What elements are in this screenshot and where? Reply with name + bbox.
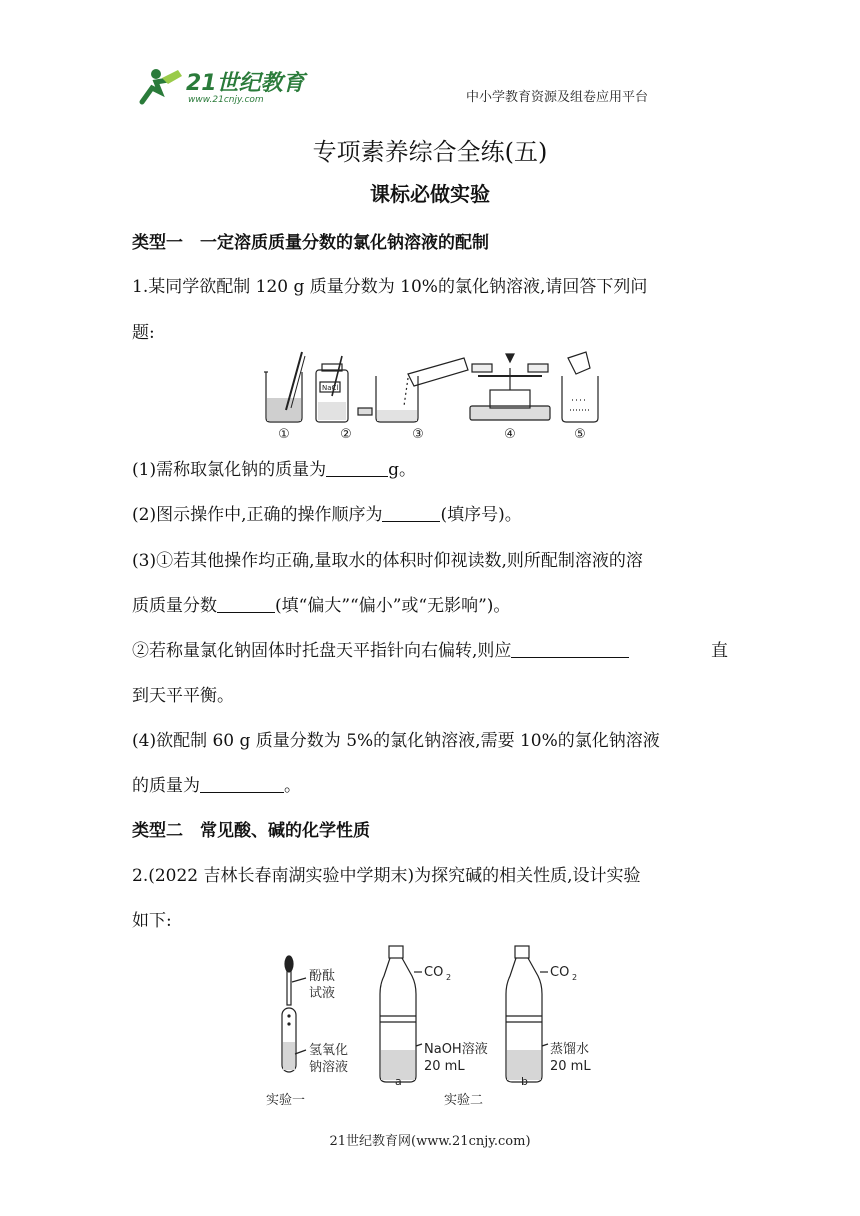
beaker-solid-icon <box>562 352 598 422</box>
section-heading-2: 类型二 常见酸、碱的化学性质 <box>132 821 370 841</box>
part-3b-tail: 直 <box>711 641 728 661</box>
part-1-text: (1)需称取氯化钠的质量为 <box>132 460 327 480</box>
figure-label-5: ⑤ <box>574 427 586 442</box>
logo-text: 21世纪教育 <box>186 71 305 96</box>
runner-logo-icon <box>138 64 308 106</box>
bottle-b-icon <box>506 946 548 1082</box>
naoh-label-1: 氢氧化 <box>309 1043 349 1058</box>
figure-label-4: ④ <box>504 427 516 442</box>
nacl-bottle-icon <box>316 356 372 422</box>
part-4-end: 。 <box>284 776 301 796</box>
answer-blank-4[interactable] <box>511 641 629 658</box>
site-logo <box>138 64 308 106</box>
co2-sub-a: 2 <box>446 973 452 982</box>
question-2-line-2: 如下: <box>132 911 172 931</box>
balance-scale-icon <box>470 354 550 420</box>
co2-label-a: CO <box>424 965 444 980</box>
part-1 <box>132 455 416 480</box>
part-1-unit: g。 <box>388 460 416 480</box>
answer-blank-1[interactable] <box>326 460 388 477</box>
question-1-line-1: 1.某同学欲配制 120 g 质量分数为 10%的氯化钠溶液,请回答下列问 <box>132 277 648 297</box>
answer-blank-5[interactable] <box>200 776 284 793</box>
experiment-1-label: 实验一 <box>266 1093 306 1108</box>
base-experiment-figure <box>262 942 612 1114</box>
part-3b-line-2: 到天平平衡。 <box>132 686 234 706</box>
section-heading-1: 类型一 一定溶质质量分数的氯化钠溶液的配制 <box>132 233 489 253</box>
part-3-line-1: (3)①若其他操作均正确,量取水的体积时仰视读数,则所配制溶液的溶 <box>132 551 643 571</box>
part-3-text: 质质量分数 <box>132 596 217 616</box>
part-2-text: (2)图示操作中,正确的操作顺序为 <box>132 505 383 525</box>
part-4-text: 的质量为 <box>132 776 200 796</box>
bottle-b-label: b <box>521 1075 528 1088</box>
answer-blank-3[interactable] <box>217 596 275 613</box>
dropper-testtube-icon <box>282 956 306 1072</box>
experiment-2-label: 实验二 <box>444 1093 484 1108</box>
page-title: 专项素养综合全练(五) <box>312 138 548 166</box>
beaker-stirring-icon <box>264 352 305 422</box>
page-footer: 21世纪教育网(www.21cnjy.com) <box>329 1134 531 1149</box>
bottle-a-icon <box>380 946 422 1082</box>
question-2-line-1: 2.(2022 吉林长春南湖实验中学期末)为探究碱的相关性质,设计实验 <box>132 866 641 886</box>
part-3-line-2 <box>132 591 510 616</box>
co2-sub-b: 2 <box>572 973 578 982</box>
phenol-label-2: 试液 <box>309 986 336 1001</box>
co2-label-b: CO <box>550 965 570 980</box>
solution-prep-figure <box>258 350 608 442</box>
solution-a-label: NaOH溶液 <box>424 1042 488 1057</box>
nacl-label: NaCl <box>322 384 339 392</box>
platform-caption: 中小学教育资源及组卷应用平台 <box>466 90 649 105</box>
pouring-cylinder-icon <box>376 358 468 422</box>
naoh-label-2: 钠溶液 <box>309 1060 349 1075</box>
part-3b-line-1 <box>132 636 728 661</box>
part-3b-text: ②若称量氯化钠固体时托盘天平指针向右偏转,则应 <box>132 641 512 661</box>
phenol-label-1: 酚酞 <box>309 969 336 984</box>
part-3-options: (填“偏大”“偏小”或“无影响”)。 <box>275 596 511 616</box>
volume-b-label: 20 mL <box>550 1059 591 1074</box>
part-4-line-2 <box>132 771 301 796</box>
part-2-suffix: (填序号)。 <box>440 505 522 525</box>
part-2 <box>132 500 522 525</box>
bottle-a-label: a <box>395 1075 402 1088</box>
page-subtitle: 课标必做实验 <box>370 182 490 206</box>
solution-b-label: 蒸馏水 <box>550 1042 590 1057</box>
question-1-line-2: 题: <box>132 323 155 343</box>
figure-label-2: ② <box>340 427 352 442</box>
figure-label-3: ③ <box>412 427 424 442</box>
volume-a-label: 20 mL <box>424 1059 465 1074</box>
figure-label-1: ① <box>278 427 290 442</box>
answer-blank-2[interactable] <box>382 505 440 522</box>
part-4-line-1: (4)欲配制 60 g 质量分数为 5%的氯化钠溶液,需要 10%的氯化钠溶液 <box>132 731 660 751</box>
logo-url: www.21cnjy.com <box>188 95 264 105</box>
